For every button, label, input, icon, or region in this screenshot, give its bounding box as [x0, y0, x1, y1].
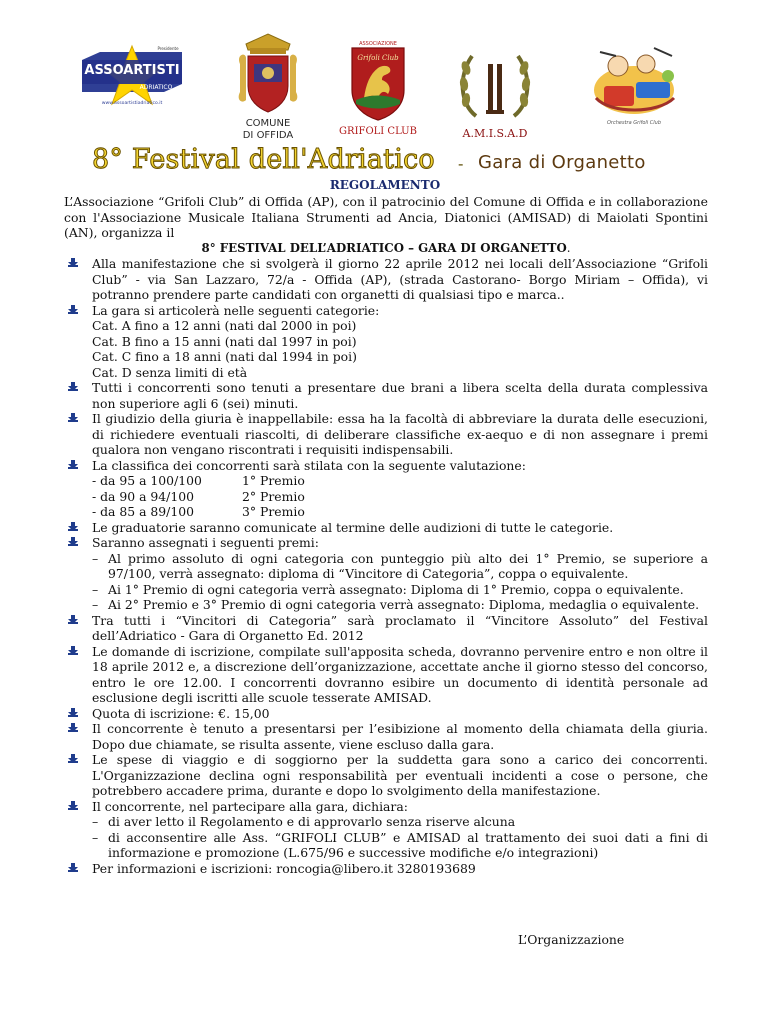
- category-c: Cat. C fino a 18 anni (nati dal 1994 in poi): [92, 349, 357, 364]
- category-b: Cat. B fino a 15 anni (nati dal 1997 in poi): [92, 333, 357, 349]
- item-declaration: Il concorrente, nel partecipare alla gara, dichiara:: [92, 798, 408, 814]
- list-item: [64, 752, 708, 799]
- item-venue: Alla manifestazione che si svolgerà il giorno 22 aprile 2012 nei locali dell’Associazione “Grifoli Club” - via San Lazzaro, 72/a - Offida (AP), (strada Castorano- Borgo Miriam – Offida), vi potranno prendere parte candidati con organetti di qualsiasi tipo e marca..: [92, 256, 708, 302]
- arrow-bullet-icon: [66, 537, 80, 549]
- score-row: [64, 504, 708, 520]
- item-absolute-winner: Tra tutti i “Vincitori di Categoria” sarà proclamato il “Vincitore Assoluto” del Festival dell’Adriatico - Gara di Organetto Ed. 2012: [92, 612, 708, 643]
- assoartisti-logo: [78, 44, 186, 118]
- arrow-bullet-icon: [66, 413, 80, 425]
- arrow-bullet-icon: [66, 615, 80, 627]
- declaration-item: – di aver letto il Regolamento e di approvarlo senza riserve alcuna: [92, 814, 516, 829]
- list-item: [64, 644, 708, 706]
- grifoli-top: ASSOCIAZIONE: [359, 41, 397, 47]
- score-prize: 1° Premio: [242, 473, 305, 488]
- grifoli-script: Grifoli Club: [357, 54, 399, 62]
- declaration-text: di aver letto il Regolamento e di approvarlo senza riserve alcuna: [108, 814, 516, 829]
- prize-item: – Ai 1° Premio di ogni categoria verrà assegnato: Diploma di 1° Premio, coppa o equivalente.: [92, 581, 684, 597]
- item-expenses: Le spese di viaggio e di soggiorno per la suddetta gara sono a carico dei concorrenti. L'Organizzazione declina ogni responsabilità per eventuali incidenti a cose o persone, che potrebbero accadere prima, durante e dopo lo svolgimento della manifestazione.: [92, 752, 708, 798]
- comune-line1: COMUNE: [245, 118, 291, 129]
- item-results: Le graduatorie saranno comunicate al termine delle audizioni di tutte le categorie.: [92, 519, 614, 535]
- prize-text: Ai 1° Premio di ogni categoria verrà assegnato: Diploma di 1° Premio, coppa o equivalente.: [108, 581, 684, 597]
- item-ranking: La classifica dei concorrenti sarà stilata con la seguente valutazione:: [92, 457, 526, 473]
- list-item: [64, 458, 708, 474]
- item-categories-intro: La gara si articolerà nelle seguenti categorie:: [92, 302, 380, 318]
- arrow-bullet-icon: [66, 258, 80, 270]
- score-prize: 2° Premio: [242, 488, 305, 504]
- assoartisti-emblem: [78, 44, 186, 118]
- score-range: - da 85 a 89/100: [92, 504, 195, 519]
- arrow-bullet-icon: [66, 723, 80, 735]
- event-heading-end: .: [566, 240, 571, 255]
- orchestra-logo: [582, 42, 686, 138]
- amisad-caption: A.M.I.S.A.D: [462, 127, 528, 140]
- logo-strip: [0, 22, 770, 142]
- comune-line2: DI OFFIDA: [242, 130, 294, 141]
- list-item: [64, 411, 708, 458]
- score-prize: 3° Premio: [242, 504, 305, 519]
- list-item: [64, 721, 708, 752]
- festival-title: [0, 144, 770, 180]
- list-item: [64, 380, 708, 411]
- amisad-laurel-icon: [452, 46, 538, 124]
- score-range: - da 90 a 94/100: [92, 488, 195, 504]
- score-row: [64, 489, 708, 505]
- list-item: [64, 535, 708, 551]
- list-item: [64, 706, 708, 722]
- festival-title-main: 8° Festival dell'Adriatico: [92, 144, 435, 175]
- regolamento-heading: REGOLAMENTO: [329, 178, 441, 192]
- festival-subtitle: Gara di Organetto: [478, 152, 646, 173]
- score-row: [64, 473, 708, 489]
- list-item: [64, 861, 708, 877]
- amisad-logo: [452, 46, 538, 142]
- item-applications: Le domande di iscrizione, compilate sull'apposita scheda, dovranno pervenire entro e non oltre il 18 aprile 2012 e, a discrezione dell’organizzazione, accettate anche il giorno stesso del concorso, entro le ore 12.00. I concorrenti dovranno esibire un documento di identità personale ad esclusione degli iscritti alle scuole tesserate AMISAD.: [92, 643, 708, 705]
- arrow-bullet-icon: [66, 305, 80, 317]
- arrow-bullet-icon: [66, 382, 80, 394]
- item-contacts: Per informazioni e iscrizioni: roncogia@libero.it 3280193689: [92, 860, 476, 876]
- category-a: Cat. A fino a 12 anni (nati dal 2000 in poi): [92, 318, 357, 333]
- category-d: Cat. D senza limiti di età: [92, 364, 248, 380]
- arrow-bullet-icon: [66, 522, 80, 534]
- prize-item: – Al primo assoluto di ogni categoria con punteggio più alto dei 1° Premio, se superiore a 97/100, verrà assegnato: diploma di “Vincitore di Categoria”, coppa o equivalente.: [92, 550, 708, 581]
- grifoli-shield-icon: [336, 38, 420, 122]
- assoartisti-url: www.assoartistiadriatico.it: [101, 101, 163, 106]
- arrow-bullet-icon: [66, 460, 80, 472]
- grifoli-club-logo: [336, 38, 420, 138]
- arrow-bullet-icon: [66, 801, 80, 813]
- orchestra-caption: Orchestra Grifoli Club: [607, 120, 661, 126]
- intro-paragraph: L’Associazione “Grifoli Club” di Offida (AP), con il patrocinio del Comune di Offida e in collaborazione con l'Associazione Musicale Italiana Strumenti ad Ancia, Diatonici (AMISAD) di Maiolati Spontini (AN), organizza il: [64, 194, 708, 240]
- prize-item: – Ai 2° Premio e 3° Premio di ogni categoria verrà assegnato: Diploma, medaglia o equivalente.: [92, 597, 700, 612]
- declaration-item: – di acconsentire alle Ass. “GRIFOLI CLUB” e AMISAD al trattamento dei suoi dati a fini di informazione e promozione (L.675/96 e successive modifiche e/o integrazioni): [92, 829, 708, 860]
- item-fee: Quota di iscrizione: €. 15,00: [92, 705, 270, 721]
- declaration-text: di acconsentire alle Ass. “GRIFOLI CLUB” e AMISAD al trattamento dei suoi dati a fini di informazione e promozione (L.675/96 e successive modifiche e/o integrazioni): [108, 829, 708, 860]
- item-prizes-intro: Saranno assegnati i seguenti premi:: [92, 535, 319, 550]
- arrow-bullet-icon: [66, 646, 80, 658]
- prize-text: Al primo assoluto di ogni categoria con punteggio più alto dei 1° Premio, se superiore a 97/100, verrà assegnato: diploma di “Vincitore di Categoria”, coppa o equivalente.: [108, 550, 708, 581]
- arrow-bullet-icon: [66, 754, 80, 766]
- list-item: [64, 613, 708, 644]
- assoartisti-name: ASSOARTISTI: [84, 63, 180, 78]
- regulations-body: [64, 194, 708, 876]
- comune-offida-logo: [232, 30, 304, 142]
- list-item: [64, 256, 708, 303]
- orchestra-cartoon-icon: [582, 42, 686, 128]
- signature: L’Organizzazione: [518, 932, 625, 947]
- arrow-bullet-icon: [66, 863, 80, 875]
- list-item: [64, 799, 708, 815]
- list-item: [64, 520, 708, 536]
- event-heading-text: 8° FESTIVAL DELL’ADRIATICO – GARA DI ORGANETTO: [201, 240, 567, 255]
- event-heading: [64, 241, 708, 257]
- score-range: - da 95 a 100/100: [92, 473, 202, 488]
- assoartisti-sub: ADRIATICO: [139, 84, 173, 91]
- item-call: Il concorrente è tenuto a presentarsi per l’esibizione al momento della chiamata della giuria. Dopo due chiamate, se risulta assente, viene escluso dalla gara.: [92, 721, 708, 752]
- item-jury: Il giudizio della giuria è inappellabile: essa ha la facoltà di abbreviare la durata delle esecuzioni, di richiedere eventuali riascolti, di deliberare classifiche ex-aequo e di non assegnare i premi qualora non vengano riscontrati i requisiti indispensabili.: [92, 411, 708, 457]
- list-item: [64, 303, 708, 319]
- title-separator: -: [458, 154, 464, 173]
- grifoli-caption: GRIFOLI CLUB: [339, 126, 417, 137]
- arrow-bullet-icon: [66, 708, 80, 720]
- offida-crest-icon: [232, 30, 304, 114]
- prize-text: Ai 2° Premio e 3° Premio di ogni categoria verrà assegnato: Diploma, medaglia o equivalente.: [108, 597, 700, 612]
- assoartisti-small: Presidente: [157, 46, 179, 51]
- item-pieces: Tutti i concorrenti sono tenuti a presentare due brani a libera scelta della durata complessiva non superiore agli 6 (sei) minuti.: [92, 380, 708, 411]
